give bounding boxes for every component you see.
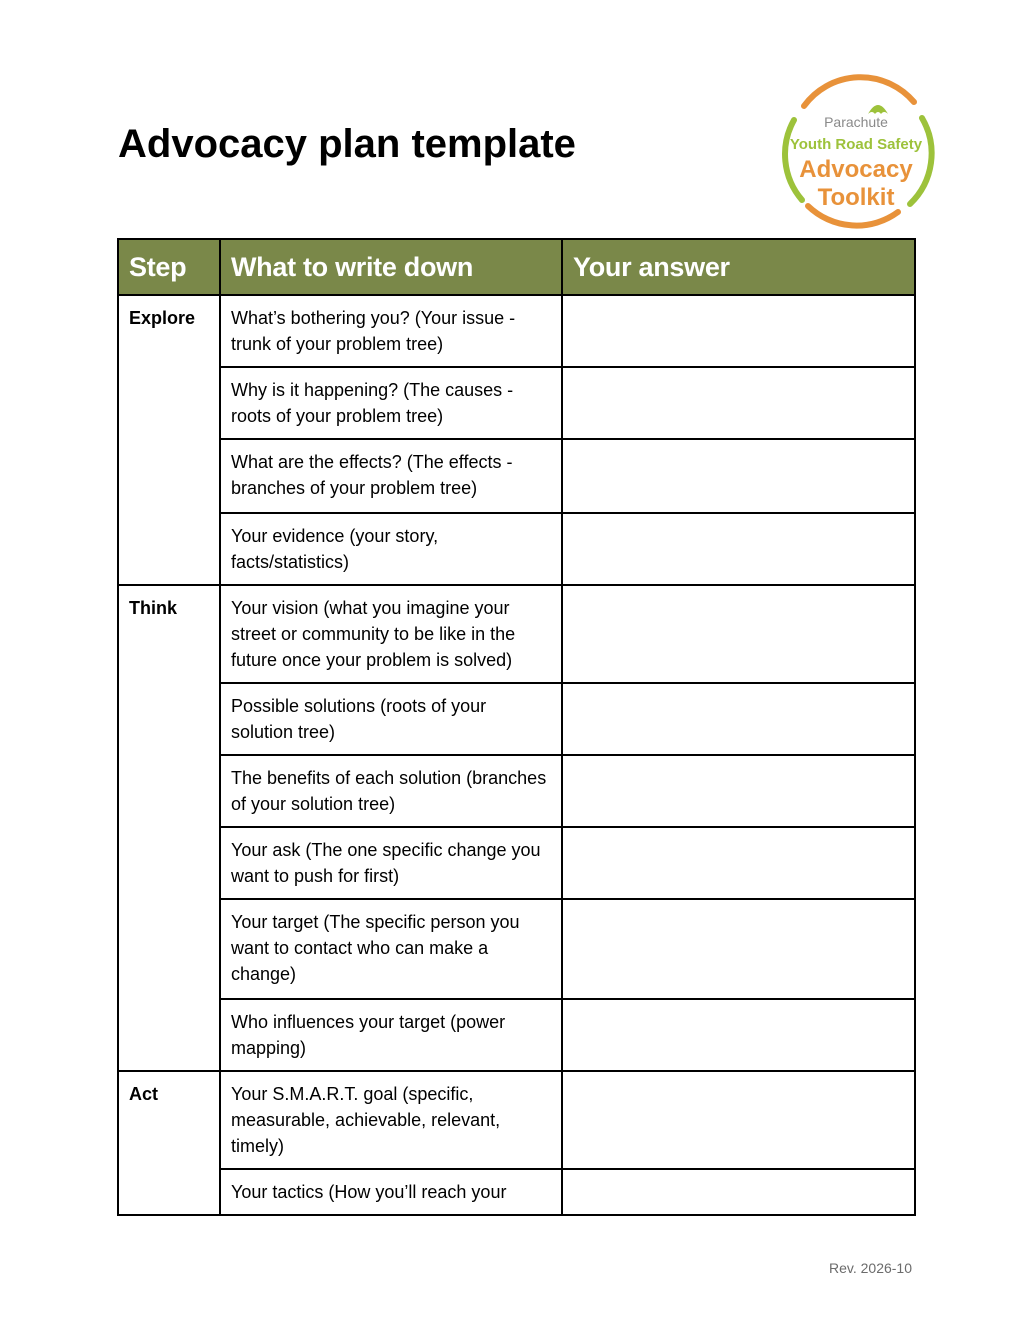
table-row [118, 513, 915, 585]
table-row [118, 683, 915, 755]
prompt-cell: The benefits of each solution (branches of your solution tree) [220, 755, 562, 827]
answer-cell[interactable] [562, 1071, 915, 1169]
table-row [118, 1169, 915, 1215]
answer-cell[interactable] [562, 755, 915, 827]
table-row [118, 899, 915, 999]
prompt-cell: What’s bothering you? (Your issue - trunk of your problem tree) [220, 295, 562, 367]
column-header-what-to-write-down: What to write down [220, 239, 562, 295]
answer-cell[interactable] [562, 1169, 915, 1215]
logo-text-parachute: Parachute [824, 114, 888, 130]
answer-cell[interactable] [562, 585, 915, 683]
prompt-cell: What are the effects? (The effects - branches of your problem tree) [220, 439, 562, 513]
prompt-cell: Your target (The specific person you want to contact who can make a change) [220, 899, 562, 999]
table-row [118, 367, 915, 439]
column-header-your-answer: Your answer [562, 239, 915, 295]
answer-cell[interactable] [562, 683, 915, 755]
advocacy-toolkit-logo [776, 72, 936, 230]
page-title: Advocacy plan template [118, 122, 576, 166]
prompt-cell: Your evidence (your story, facts/statistics) [220, 513, 562, 585]
prompt-cell: Who influences your target (power mapping) [220, 999, 562, 1071]
logo-text-youth-road-safety: Youth Road Safety [789, 136, 923, 153]
parachute-icon [868, 105, 888, 114]
answer-cell[interactable] [562, 367, 915, 439]
prompt-cell: Your ask (The one specific change you want to push for first) [220, 827, 562, 899]
prompt-cell: Why is it happening? (The causes - roots of your problem tree) [220, 367, 562, 439]
prompt-cell: Possible solutions (roots of your solution tree) [220, 683, 562, 755]
table-header-row [118, 239, 915, 295]
table-row [118, 439, 915, 513]
answer-cell[interactable] [562, 439, 915, 513]
answer-cell[interactable] [562, 827, 915, 899]
logo-ring-orange-top [804, 77, 914, 106]
prompt-cell: Your S.M.A.R.T. goal (specific, measurable, achievable, relevant, timely) [220, 1071, 562, 1169]
advocacy-plan-table [117, 238, 916, 1216]
revision-label: Rev. 2026-10 [828, 1260, 912, 1276]
logo-text-advocacy: Advocacy [799, 156, 913, 183]
answer-cell[interactable] [562, 899, 915, 999]
prompt-cell: Your vision (what you imagine your street or community to be like in the future once your problem is solved) [220, 585, 562, 683]
table-row [118, 755, 915, 827]
table-row [118, 295, 915, 367]
step-act: Act [118, 1071, 220, 1215]
column-header-step: Step [118, 239, 220, 295]
answer-cell[interactable] [562, 295, 915, 367]
answer-cell[interactable] [562, 999, 915, 1071]
table-row [118, 827, 915, 899]
logo-ring-green-right [910, 118, 932, 204]
answer-cell[interactable] [562, 513, 915, 585]
logo-text-toolkit: Toolkit [817, 184, 895, 211]
step-think: Think [118, 585, 220, 1071]
step-explore: Explore [118, 295, 220, 585]
table-row [118, 585, 915, 683]
prompt-cell: Your tactics (How you’ll reach your [220, 1169, 562, 1215]
table-row [118, 999, 915, 1071]
table-row [118, 1071, 915, 1169]
